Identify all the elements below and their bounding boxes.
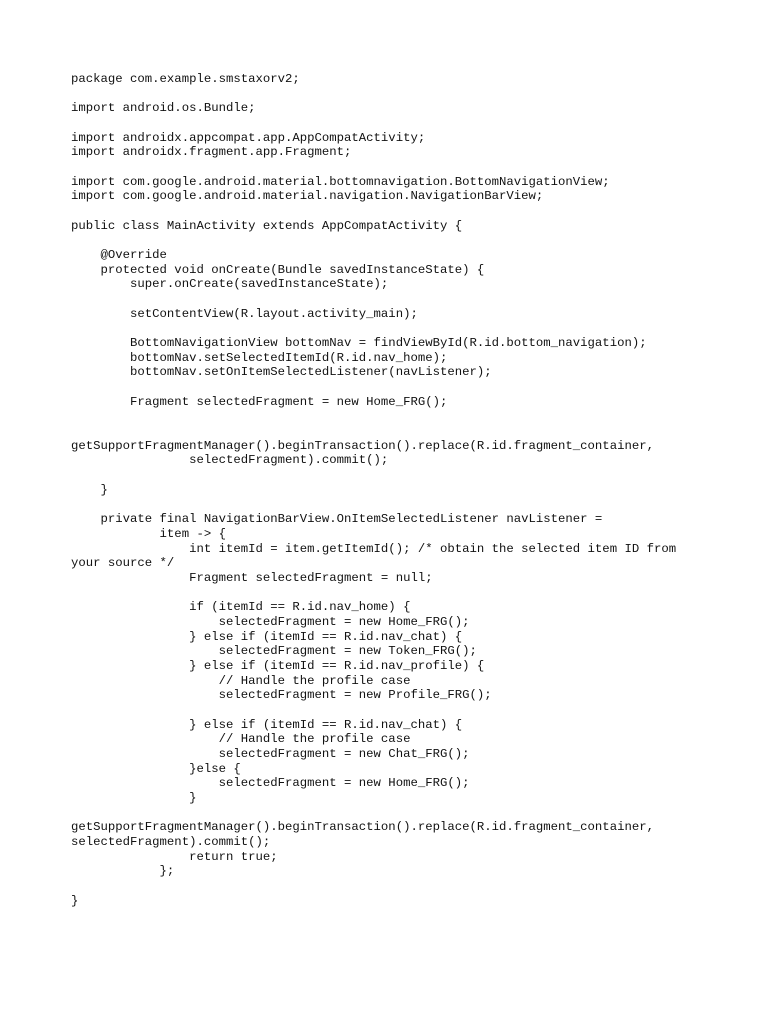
code-line: import com.google.android.material.navigation.NavigationBarView; (71, 189, 544, 204)
code-line: } else if (itemId == R.id.nav_chat) { (71, 717, 463, 732)
code-line: } (71, 893, 79, 908)
code-line (71, 380, 731, 395)
code-line: Fragment selectedFragment = new Home_FRG(); (71, 394, 448, 409)
code-line: selectedFragment).commit(); (71, 834, 271, 849)
code-line (71, 292, 731, 307)
code-line (71, 703, 731, 718)
code-line (71, 204, 731, 219)
code-line (71, 160, 731, 175)
code-line: }; (71, 864, 175, 879)
code-line: public class MainActivity extends AppCompatActivity { (71, 218, 463, 233)
code-line: item -> { (71, 526, 226, 541)
code-line (71, 586, 731, 601)
code-line: } (71, 482, 108, 497)
code-line (71, 321, 731, 336)
code-line: } (71, 790, 197, 805)
code-line: Fragment selectedFragment = null; (71, 570, 433, 585)
code-listing (71, 72, 731, 908)
code-line: package com.example.smstaxorv2; (71, 72, 300, 86)
code-line: selectedFragment = new Chat_FRG(); (71, 746, 470, 761)
code-line (71, 116, 731, 131)
code-line: import androidx.fragment.app.Fragment; (71, 145, 352, 160)
code-line: selectedFragment).commit(); (71, 453, 389, 468)
code-line: import com.google.android.material.bottomnavigation.BottomNavigationView; (71, 174, 610, 189)
code-line (71, 424, 731, 439)
code-line (71, 233, 731, 248)
code-line: private final NavigationBarView.OnItemSelectedListener navListener = (71, 512, 603, 527)
code-line: bottomNav.setOnItemSelectedListener(navListener); (71, 365, 492, 380)
code-line: bottomNav.setSelectedItemId(R.id.nav_home); (71, 350, 448, 365)
code-line: } else if (itemId == R.id.nav_profile) { (71, 658, 485, 673)
code-line (71, 497, 731, 512)
code-line: BottomNavigationView bottomNav = findViewById(R.id.bottom_navigation); (71, 336, 647, 351)
code-line: int itemId = item.getItemId(); /* obtain the selected item ID from (71, 541, 677, 556)
code-line (71, 879, 731, 894)
code-line: selectedFragment = new Home_FRG(); (71, 776, 470, 791)
code-line: import android.os.Bundle; (71, 101, 256, 116)
code-line: your source */ (71, 556, 175, 571)
code-line (71, 468, 731, 483)
code-line: getSupportFragmentManager().beginTransaction().replace(R.id.fragment_container, (71, 820, 654, 835)
code-line: selectedFragment = new Profile_FRG(); (71, 688, 492, 703)
code-line: // Handle the profile case (71, 732, 411, 747)
code-line (71, 409, 731, 424)
code-line: }else { (71, 761, 241, 776)
code-line: // Handle the profile case (71, 673, 411, 688)
code-line: @Override (71, 248, 167, 263)
code-line: if (itemId == R.id.nav_home) { (71, 600, 411, 615)
code-line (71, 87, 731, 102)
code-line: return true; (71, 849, 278, 864)
code-line: selectedFragment = new Token_FRG(); (71, 644, 477, 659)
code-line: super.onCreate(savedInstanceState); (71, 277, 389, 292)
code-line: setContentView(R.layout.activity_main); (71, 306, 418, 321)
code-line (71, 806, 731, 821)
code-line: protected void onCreate(Bundle savedInstanceState) { (71, 262, 485, 277)
code-line: getSupportFragmentManager().beginTransaction().replace(R.id.fragment_container, (71, 438, 654, 453)
code-line: selectedFragment = new Home_FRG(); (71, 614, 470, 629)
code-line: import androidx.appcompat.app.AppCompatActivity; (71, 130, 426, 145)
code-line: } else if (itemId == R.id.nav_chat) { (71, 629, 463, 644)
